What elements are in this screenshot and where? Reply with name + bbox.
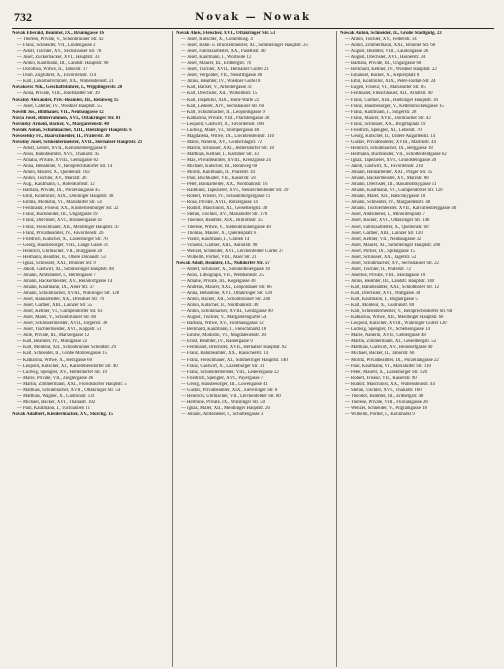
directory-entry: — Josef, Bahnarbeiter, XX., Dresdner Str. 76: [17, 297, 105, 303]
directory-entry: — Josef, Kutscher, X., Columbusg. 4: [181, 37, 253, 43]
directory-entry: — Matthias, Schuhmacher, XVII., Ottakringer Str. 54: [17, 387, 121, 393]
directory-entry: — Josefine, Private, VIII., Skodagasse 10: [345, 272, 426, 278]
directory-entry: Novak Eberald, Beamter, IX., Brunngasse 16: [12, 31, 104, 36]
directory-entry: — Barbara, Private, IX., Porzellangasse 45: [17, 188, 100, 194]
directory-entry: — Josef, Schlosser, XX., Jägerstr. 52: [345, 254, 417, 260]
directory-entry: — Barbara, Private, III., Ungargasse 60: [345, 61, 422, 67]
directory-entry: — Hermine, Private, IX., Währinger Str. 50: [181, 399, 265, 405]
directory-entry: — Martin, Zimmermann, XI., Geiselbergstr. 52: [345, 339, 437, 345]
directory-entry: — Karl, Kaufmann, I., Bognergasse 5: [345, 297, 418, 303]
directory-entry: — Therese, Private, V., Schönbrunner Str. 42: [17, 37, 104, 43]
directory-entry: — Thomas, Maurer, X., Quellenplatz 6: [181, 230, 257, 236]
directory-column: [12, 31, 166, 667]
directory-entry: — Franz, Bahnbeamter, XX., Rauscherstr. 14: [181, 351, 269, 357]
directory-entry: Novakovic Nik., Geschäftsführer, I., Wipplingerstr. 20: [12, 85, 123, 91]
directory-entry: — Robert, Friseur, IV., Schaumburgergasse 11: [181, 194, 271, 200]
directory-entry: Novotny Josef, Schneidermeister, XVII., Hernalser Hauptstr. 21: [12, 139, 143, 145]
directory-entry: — Franz, Schneidermeister, VIII., Lederergasse 22: [181, 369, 279, 375]
directory-entry: — Karl, Drechsler, XII., Wilhelmstr. 15: [181, 91, 258, 97]
directory-entry: — Ignaz, Schlosser, XXI., Brünner Str. 9: [17, 260, 96, 266]
directory-entry: — Stefan, Tischler, XV., Mariahilfer Str. 170: [181, 212, 268, 218]
directory-entry: — Heinrich, Schuhmacher, IX., Berggasse 18: [345, 145, 433, 151]
directory-entry: — Rudolf, Maschinist, XI., Geiselbergstr. 30: [181, 206, 268, 212]
directory-entry: — Karl, Bahnbeamter, XXI., Schloßhofer Str. 12: [345, 284, 439, 290]
directory-entry: — Franz, Gastwirt, X., Laxenburger Str. 31: [181, 363, 265, 369]
directory-columns: [12, 31, 494, 667]
directory-entry: Novak Alois, Fleischer, XVI., Ottakringer Str. 53: [176, 31, 276, 36]
directory-entry: — Johann, Kaufmann, IX., Alser Str. 37: [17, 284, 95, 290]
directory-entry: Novia Josef, Bilderrahmen, XVI., Ottakringer Str. 81: [12, 115, 121, 121]
directory-entry: — Wilhelm, Portier, VIII., Alser Str. 21: [181, 254, 257, 260]
directory-entry: — Alois, Lithograph, VII., Westbahnstr. 25: [181, 272, 264, 278]
directory-entry: — Alois, Bahnbeamter, XVI., Thaliastr. 45: [17, 151, 100, 157]
directory-entry: — Martin, Schlosser, XXI., Jedlersdorfer Str. 18: [181, 145, 274, 151]
directory-entry: — Josef, Gärtner, XIII., Lainzer Str. 120: [345, 230, 423, 236]
directory-entry: — Anton, Bäcker, XII., Schönbrunner Str. 240: [181, 297, 271, 303]
directory-entry: — Ludwig, Spengler, IV., Schelleingasse 14: [345, 327, 430, 333]
directory-entry: — Johann, Drechsler, III., Rasumofskygasse 11: [345, 182, 437, 188]
directory-entry: — Josef, Maurer, XI., Simmeringer Hauptstr. 200: [345, 242, 441, 248]
directory-entry: — Jakob, Gastwirt, X., Favoritenstr. 210: [345, 164, 424, 170]
directory-entry: — Theodor, Beamter, XIX., Billrothstr. 35: [181, 218, 263, 224]
directory-entry: — Matthias, Kellner, I., Kärntner Str. 33: [181, 151, 259, 157]
directory-entry: — Peter, Maurer, X., Laxenburger Str. 120: [345, 369, 427, 375]
directory-entry: — Johann, Kaufmann, VI., Gumpendorfer Str. 120: [345, 188, 443, 194]
directory-entry: — Katharina, Private, VIII., Piaristengasse 30: [181, 115, 270, 121]
directory-entry: — Emanuel, Bäcker, X., Keplerplatz 8: [345, 73, 420, 79]
directory-entry: — Karl, Inspektor, XIX., Hohe Warte 22: [181, 97, 260, 103]
directory-entry: — Anna, Hebamme, V., Reinprechtsdorfer Str. 14: [17, 164, 113, 170]
directory-entry: — Therese, Witwe, V., Siebenbrunnengasse 40: [181, 224, 271, 230]
directory-entry: — Johann, Bäckermeister, XV., Reindorfgasse 14: [17, 278, 113, 284]
directory-entry: — August, Beamter, VIII., Laudongasse 26: [345, 49, 429, 55]
directory-entry: — Hermann, Buchbinder, VII., Schottenfeldgasse 62: [345, 151, 447, 157]
directory-entry: — Peter, Bahnarbeiter, XX., Nordbahnstr. 16: [181, 182, 268, 188]
directory-entry: — Josef, Zuckerbäcker, XVI., Hauptstr. 33: [17, 55, 100, 61]
directory-entry: — Josef, Bahn- u. Brückenmeister, XI., Simmeringer Hauptstr. 25: [181, 43, 308, 49]
directory-entry: — Michael, Kutscher, III., Rennweg 60: [181, 164, 258, 170]
directory-entry: — Julius, Beamter, III., Landstr. Hauptstr. 140: [345, 278, 435, 284]
directory-entry: — Eugen, Friseur, VI., Mariahilfer Str. 85: [345, 85, 426, 91]
directory-entry: — Johann, Amtsdiener, I., Herrengasse 7: [17, 272, 96, 278]
directory-entry: — Franz, Maurer, XVII., Dornbacher Str. 42: [345, 115, 431, 121]
directory-entry: — Paul, Kaufmann, I., Tuchlauben 11: [17, 405, 90, 411]
directory-entry: — Rudolf, Maschinist, XX., Wallensteinstr. 44: [345, 381, 435, 387]
directory-entry: — Theodor, Beamter, III., Erdbergstr. 40: [345, 393, 424, 399]
directory-entry: — Franz, Buchbinder, III., Ungargasse 19: [17, 212, 98, 218]
directory-entry: — Anton, Kutscher, II., Nordbahnstr. 40: [181, 303, 259, 309]
directory-entry: — Max, Privatbeamter, XVIII., Kreuzgasse 24: [181, 157, 271, 163]
directory-entry: — Karl, Lokomotivführer, XX., Wallensteinstr. 21: [17, 79, 114, 85]
directory-entry: — Stefan, Tischler, XVI., Thaliastr. 160: [345, 387, 422, 393]
directory-entry: — Marie, Private, VII., Zieglergasse 46: [17, 375, 94, 381]
directory-entry: — Anton, Zimmermann, XXI., Brünner Str. 60: [345, 43, 436, 49]
directory-entry: Novak Adalbert, Kleidermacher, XV., Storchg. 15: [12, 411, 113, 417]
directory-entry: Novatny Alexander, Priv.-Beamter, III., Rennweg 15: [12, 97, 119, 103]
directory-entry: — Hermann, Beamter, II., Obere Donaustr. 53: [17, 254, 106, 260]
directory-entry: — Anna, Hebamme, XVI., Ottakringer Str. 120: [181, 291, 272, 297]
directory-entry: — Barbara, Witwe, XV., Fünfhausgasse 12: [181, 321, 264, 327]
directory-entry: — Franz, Fleischhauer, XII., Meidlinger Hauptstr. 47: [17, 224, 120, 230]
directory-entry: — Marie, Näherin, XVII., Geblergasse 48: [345, 333, 426, 339]
directory-entry: — Ludwig, Spengler, XV., Hütteldorfer Str. 19: [17, 369, 107, 375]
directory-entry: — Katharina, Witwe, XII., Meidlinger Hauptstr. 60: [345, 315, 444, 321]
directory-entry: — Julie, Private, III., Marxergasse 12: [17, 333, 90, 339]
directory-entry: — Georg, Hausbesorger, VIII., Lange Gasse 31: [17, 242, 109, 248]
directory-entry: — August, Drechsler, XVI., Hasnerstr. 34: [345, 55, 426, 61]
directory-entry: — Wenzel, Schneider, V., Pilgramgasse 18: [345, 405, 427, 411]
directory-entry: — Josef, Bäcker, XVI., Ottakringer Str. 140: [345, 218, 430, 224]
directory-entry: — Franz, Kaufmann, I., Singerstr. 28: [345, 109, 417, 115]
directory-entry: — Dom. Zugführer, X., Favoritenstr. 114: [17, 73, 97, 79]
directory-entry: — Therese, Private, VIII., Florianigasse 28: [345, 399, 428, 405]
directory-entry: — Wenzel, Schneider, XVI., Lerchenfelder Gürtel 37: [181, 248, 284, 254]
directory-entry: — Josef, Vergolder, VII., Neustiftgasse 40: [181, 73, 263, 79]
directory-column: [172, 31, 330, 667]
directory-entry: — Franz, Drechsler, XVI., Brunnengasse 41: [17, 218, 103, 224]
directory-column: [336, 31, 494, 667]
directory-entry: — Andreas, Maurer, XXI., Leopoldauer Str. 66: [181, 284, 272, 290]
directory-entry: — Ferdinand, Drechsler, XVII., Hernalser Hauptstr. 92: [181, 345, 287, 351]
directory-entry: — Emil, Kontrollor, XIX., Peter-Jordan-Str. 24: [345, 79, 436, 85]
directory-entry: — Robert, Friseur, VII., Kaiserstr. 90: [345, 375, 417, 381]
directory-entry: — Moritz, Kaufmann, II., Praterstr. 44: [181, 170, 256, 176]
directory-entry: — Anton, Kaufmann, III., Landstr. Hauptstr. 90: [17, 61, 109, 67]
directory-entry: — Karl, Schuhmacher, II., Leopoldsgasse 9: [181, 109, 265, 115]
directory-entry: — Franz, Fleischhauer, XI., Simmeringer Hauptstr. 140: [181, 357, 288, 363]
directory-entry: — Friedrich, Spengler, XI., Leberstr. 70: [345, 127, 422, 133]
directory-entry: — Vinzenz, Gärtner, XIII., Auhofstr. 98: [181, 242, 258, 248]
directory-entry: — Georg, Kutscher, II., Untere Augartenstr. 14: [345, 133, 436, 139]
directory-entry: Nowak Adolf, Beamter, IX., Nußdorfer Str. 57: [176, 260, 270, 266]
directory-entry: — Ferdinand, Fleischhauer, XII., Arndtstr. 40: [345, 91, 433, 97]
directory-entry: — Karl, Monteur, X., Gudrunstr. 80: [345, 303, 415, 309]
directory-entry: — Josef, Fabriksarbeiter, XX., Pasettistr. 40: [181, 49, 266, 55]
directory-entry: — Rosa, Private, XVII., Rötzergasse 14: [181, 200, 258, 206]
directory-entry: — Ignaz, Maler, XII., Meidlinger Hauptstr. 20: [181, 405, 270, 411]
directory-entry: — Matthias, Gastwirt, XV., Reindorfgasse 40: [345, 345, 433, 351]
directory-entry: — Anna, Private, VIII., Josefstädter Str. 39: [17, 91, 100, 97]
directory-entry: Novinsky Arnold, Bäcker, V., Margaretenstr. 40: [12, 121, 109, 127]
directory-entry: — Johann, Schneider, IV., Margaretenstr. 48: [345, 200, 431, 206]
directory-entry: — Leopold, Kutscher, XVIII., Währinger Gürtel 120: [345, 321, 447, 327]
directory-entry: — Emilie, Modistin, VI., Magdalenenstr. 30: [181, 333, 266, 339]
running-title: Novak — Nowak: [195, 12, 311, 23]
directory-entry: — Martin, Zimmermann, XXI., Floridsdorfer Hauptstr. 5: [17, 381, 127, 387]
directory-entry: — Karl, Beamter, IV., Mühlgasse 22: [17, 339, 88, 345]
directory-entry: — Josef, Kellner, VII., Neubaugasse 32: [345, 236, 422, 242]
directory-entry: — Franz, Schlosser, XX., Brigittaplatz 19: [345, 121, 426, 127]
directory-entry: — Karl, Schneidermeister, V., Reinprechtsdorfer Str. 60: [345, 309, 453, 315]
directory-entry: — Emma, Modistin, VI., Mariahilfer Str. 54: [17, 200, 102, 206]
directory-entry: — Johann, Schuhmacher, XVIII., Währinger Str. 128: [17, 291, 120, 297]
directory-entry: — Josef, Schlossermeister, XVII., Jörgerstr. 30: [17, 321, 108, 327]
directory-entry: — Ignaz, Tapezierer, XVI., Grundsteingasse 20: [345, 157, 437, 163]
directory-entry: Novelli Jos., Bildhauer, VII., Neubaugasse 12: [12, 109, 104, 115]
directory-entry: — Marie, Näherin, XV., Goldschlagstr. 72: [181, 139, 263, 145]
directory-entry: — Moritz, Privatbeamter, IX., Porzellangasse 22: [345, 357, 439, 363]
directory-entry: — Josef, Cafetier, IV., Wiedner Hauptstr. 55: [17, 103, 102, 109]
directory-entry: — Franz, Privatbeamter, IV., Favoritenstr. 26: [17, 230, 104, 236]
directory-entry: Nowak Anton, Schneider, II., Große Stadtgutg. 23: [340, 31, 442, 36]
directory-entry: — Michael, Bäcker, XVI., Thaliastr. 102: [17, 399, 96, 405]
directory-entry: — Ernst, Beamter, IV., Rainergasse 9: [181, 339, 253, 345]
directory-entry: — Josef, Kaufmann, I., Wollzeile 12: [181, 55, 252, 61]
directory-entry: — August, Tischler, V., Margaretengürtel 54: [181, 315, 267, 321]
directory-entry: — Josef, Maurer, III., Erdbergstr. 76: [181, 61, 252, 67]
directory-entry: — Katharina, Witwe, X., Herzgasse 60: [17, 357, 92, 363]
directory-entry: — Anton, Schuhmacher, XVIII., Gentzgasse 90: [181, 309, 273, 315]
directory-entry: — Dorothea, Witwe, II., Taborstr. 17: [17, 67, 88, 73]
directory-entry: — Anton, Tischler, XV., Felberstr. 14: [345, 37, 417, 43]
directory-entry: — Josef, Gärtner, XIII., Lainzer Str. 55: [17, 303, 93, 309]
directory-entry: — Anton, Maurer, X., Quellenstr. 102: [17, 170, 90, 176]
directory-entry: — Josef, Maler, V., Schönbrunner Str. 88: [17, 315, 96, 321]
directory-entry: Novoselsky Fr., Haarschneider, II., Praterstr. 30: [12, 133, 110, 139]
directory-entry: — Josef, Tischler, XVII., Hernalser Gürtel 21: [181, 67, 269, 73]
directory-entry: — Paul, Kaufmann, VI., Mariahilfer Str. 110: [345, 363, 431, 369]
directory-entry: — Gustav, Privatbeamter, XVIII., Martinstr. 44: [345, 139, 436, 145]
directory-entry: — Heinrich, Uhrmacher, VII., Burggasse 28: [17, 248, 103, 254]
directory-entry: — Amalie, Private, III., Kegelgasse 30: [181, 278, 256, 284]
directory-entry: — Johann, Maler, XII., Ratschkygasse 18: [345, 194, 426, 200]
directory-entry: — Johann, Tischlermeister, XVII., Kalvarienberggasse 40: [345, 206, 457, 212]
directory-entry: — Leopold, Kutscher, XI., Kaiserebersdorfer Str. 40: [17, 363, 118, 369]
directory-entry: — Johann, Amtsdiener, I., Schottengasse 3: [181, 411, 264, 417]
directory-entry: — Wilhelm, Portier, I., Kohlmarkt 9: [345, 411, 415, 417]
directory-entry: — Raimund, Tapezierer, XVI., Neulerchenfelder Str. 29: [181, 188, 289, 194]
directory-entry: — Bernhard, Kellner, IV., Wiedner Hauptstr. 22: [345, 67, 437, 73]
directory-entry: — Jakob, Gastwirt, XI., Simmeringer Hauptstr. 88: [17, 266, 114, 272]
directory-entry: — Julius, Beamter, IV., Wiedner Gürtel 8: [181, 79, 261, 85]
directory-entry: — Ferdinand, Friseur, XX., Klosterneuburger Str. 22: [17, 206, 119, 212]
directory-entry: — Ludwig, Maler, VI., Stumpergasse 48: [181, 127, 260, 133]
directory-entry: — Bernhard, Kaufmann, I., Fleischmarkt 18: [181, 327, 267, 333]
directory-entry: — Viktor, Kaufmann, I., Graben 14: [181, 236, 250, 242]
directory-entry: — Anton, Tischler, XV., Märzstr. 36: [17, 176, 87, 182]
directory-entry: — Karl, Lederer, XIV., Sechshauser Str. 60: [181, 103, 264, 109]
directory-entry: Novnik Anton, Schuhmacher, XIII., Hietzinger Hauptstr. 6: [12, 127, 132, 133]
directory-entry: — Paul, Buchhalter, VII., Kaiserstr. 58: [181, 176, 256, 182]
directory-entry: — Matthias, Wagner, X., Gudrunstr. 131: [17, 393, 95, 399]
directory-entry: — Johann, Bahnarbeiter, XXI., Prager Str. 35: [345, 170, 433, 176]
directory-entry: — Magdalena, Witwe, IX., Liechtensteinstr. 110: [181, 133, 275, 139]
directory-entry: — Josef, Amtsdiener, I., Minoritenplatz 7: [345, 212, 425, 218]
directory-entry: — Josef, Portier, IX., Spitalgasse 15: [345, 248, 415, 254]
directory-entry: — Heinrich, Uhrmacher, VII., Lerchenfelder Str. 80: [181, 393, 281, 399]
directory-entry: — Georg, Hausbesorger, III., Löwengasse 41: [181, 381, 268, 387]
directory-entry: — Josef, Tischlermeister, XVI., Koppstr. 51: [17, 327, 102, 333]
directory-entry: — Johann, Bäckermeister, XV., Märzstr. 88: [345, 176, 429, 182]
directory-entry: — Karl, Monteur, XII., Schönbrunner Schloßstr. 29: [17, 345, 117, 351]
directory-entry: — Franz, Hausbesorger, V., Kettenbrückengasse 15: [345, 103, 444, 109]
directory-entry: — Friedrich, Kutscher, X., Laxenburger Str. 70: [17, 236, 108, 242]
directory-entry: — Michael, Bäcker, II., Taborstr. 60: [345, 351, 415, 357]
page-header: [12, 6, 494, 29]
directory-entry: — Adolf, Lehrer, XVII., Kalvarienberggasse 8: [17, 145, 107, 151]
directory-entry: — Franz, Schneider, VII., Lindengasse 2: [17, 43, 96, 49]
directory-entry: — Albert, Schlosser, X., Sonnleithnergasse 18: [181, 266, 270, 272]
directory-entry: — Karl, Bäcker, V., Arbeitergasse 31: [181, 85, 253, 91]
directory-entry: — Leopold, Gastwirt, X., Favoritenstr. 180: [181, 121, 264, 127]
directory-entry: — Adolf, Tischler, XV., Sechshauser Str. 78: [17, 49, 102, 55]
directory-entry: — Franz, Gärtner, XIII., Hietzinger Hauptstr. 30: [345, 97, 438, 103]
directory-entry: — Karl, Schneider, II., Große Mohrengasse 15: [17, 351, 107, 357]
page-number: 732: [14, 10, 32, 24]
directory-entry: — Josef, Tischler, II., Praterstr. 72: [345, 266, 411, 272]
directory-entry: — Josef, Fabriksarbeiter, X., Quellenstr. 60: [345, 224, 429, 230]
directory-entry: — Karl, Drechsler, XVI., Wattgasse 30: [345, 291, 421, 297]
directory-entry: — Emil, Kontrollor, XIX., Döblinger Hauptstr. 38: [17, 194, 114, 200]
directory-entry: — Friedrich, Spengler, XVI., Payergasse 7: [181, 375, 264, 381]
directory-entry: — Aug., Kaufmann, I., Rotenturmstr. 12: [17, 182, 95, 188]
directory-entry: — Josef, Kellner, VI., Gumpendorfer Str. 63: [17, 309, 103, 315]
directory-entry: — Gustav, Privatbeamter, XIX., Sieveringer Str. 8: [181, 387, 278, 393]
directory-entry: — Amalia, Private, XVIII., Gentzgasse 62: [17, 157, 99, 163]
directory-entry: — Josef, Schuhmacher, XV., Sechshauser Str. 22: [345, 260, 439, 266]
